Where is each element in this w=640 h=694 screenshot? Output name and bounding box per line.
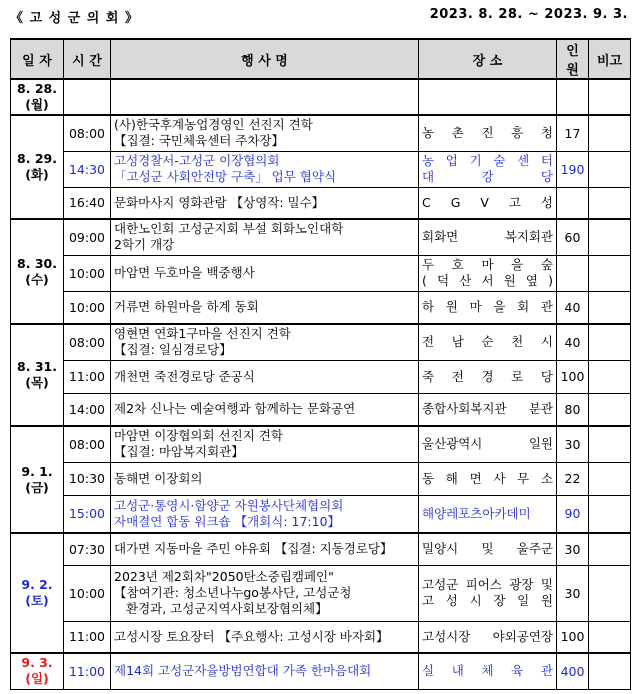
event-cell: 개천면 죽전경로당 준공식 [111,360,419,393]
place-cell: 실 내 체 육 관 [419,653,557,689]
place-cell: 죽 전 경 로 당 [419,360,557,393]
table-row [11,533,631,565]
time-cell: 10:00 [64,255,111,291]
date-cell: 9. 1. (금) [11,426,64,533]
place-cell: 회화면 복지회관 [419,219,557,255]
count-cell [557,187,589,219]
count-cell: 30 [557,565,589,621]
place-cell: 하 원 마 을 회 관 [419,291,557,324]
time-cell: 14:00 [64,393,111,426]
table-row [11,653,631,689]
event-cell: 거류면 하원마을 하계 동회 [111,291,419,324]
count-cell: 40 [557,324,589,360]
time-cell: 10:00 [64,291,111,324]
count-cell: 17 [557,115,589,151]
date-cell: 8. 29. (화) [11,115,64,219]
time-cell: 10:00 [64,565,111,621]
time-cell: 11:00 [64,621,111,653]
table-row [11,565,631,621]
place-cell: 농 업 기 술 센 터 대 강 당 [419,151,557,187]
table-row [11,462,631,495]
count-cell: 190 [557,151,589,187]
event-cell: 고성시장 토요장터 【주요행사: 고성시장 바자회】 [111,621,419,653]
place-cell: 고성시장 야외공연장 [419,621,557,653]
table-row [11,219,631,255]
place-cell: C G V 고 성 [419,187,557,219]
place-cell: 밀양시 및 울주군 [419,533,557,565]
time-cell: 09:00 [64,219,111,255]
table-row [11,187,631,219]
time-cell: 08:00 [64,324,111,360]
date-cell: 9. 2. (토) [11,533,64,653]
count-cell: 60 [557,219,589,255]
place-cell: 동 해 면 사 무 소 [419,462,557,495]
col-header-note: 비고 [589,39,631,79]
time-cell: 08:00 [64,115,111,151]
count-cell: 30 [557,533,589,565]
table-row [11,426,631,462]
date-cell: 8. 28. (월) [11,79,64,115]
time-cell: 16:40 [64,187,111,219]
event-cell: 2023년 제2회차"2050탄소중립캠페인" 【참여기관: 청소년나누go봉사단, 고성군청 환경과, 고성군지역사회보장협의체】 [111,565,419,621]
count-cell: 40 [557,291,589,324]
table-row [11,495,631,533]
table-row [11,291,631,324]
count-cell: 30 [557,426,589,462]
count-cell: 100 [557,621,589,653]
table-row [11,621,631,653]
time-cell: 07:30 [64,533,111,565]
time-cell: 15:00 [64,495,111,533]
event-cell: 문화마사지 영화관람 【상영작: 밀수】 [111,187,419,219]
date-cell: 8. 30. (수) [11,219,64,324]
time-cell: 11:00 [64,653,111,689]
col-header-count: 인원 [557,39,589,79]
count-cell: 22 [557,462,589,495]
date-cell: 8. 31. (목) [11,324,64,426]
place-cell: 울산광역시 일원 [419,426,557,462]
table-row [11,393,631,426]
place-cell: 농 촌 진 흥 청 [419,115,557,151]
count-cell: 80 [557,393,589,426]
schedule-header [0,0,640,32]
event-cell: 고성경찰서-고성군 이장협의회 「고성군 사회안전망 구축」 업무 협약식 [111,151,419,187]
col-header-event: 행 사 명 [111,39,419,79]
count-cell: 400 [557,653,589,689]
count-cell: 100 [557,360,589,393]
schedule-period: 2023. 8. 28. ~ 2023. 9. 3. [429,7,628,22]
table-row [11,324,631,360]
time-cell: 10:30 [64,462,111,495]
event-cell: 제2차 신나는 예술여행과 함께하는 문화공연 [111,393,419,426]
event-cell: 마암면 두호마을 백중행사 [111,255,419,291]
time-cell: 08:00 [64,426,111,462]
place-cell: 두 호 마 을 숲 ( 덕 산 서 원 옆 ) [419,255,557,291]
event-cell: 대가면 지동마을 주민 야유회 【집결: 지동경로당】 [111,533,419,565]
table-row [11,79,631,115]
event-cell: 고성군·통영시·함양군 자원봉사단체협의회 자매결연 합동 워크숍 【개회식: 17:10】 [111,495,419,533]
table-row [11,255,631,291]
event-cell: 영현면 연화1구마을 선진지 견학 【집결: 일심경로당】 [111,324,419,360]
col-header-time: 시 간 [64,39,111,79]
event-cell: 동해면 이장회의 [111,462,419,495]
count-cell [557,255,589,291]
place-cell: 전 남 순 천 시 [419,324,557,360]
organization-title: 《 고 성 군 의 회 》 [10,11,139,26]
col-header-date: 일 자 [11,39,64,79]
time-cell: 11:00 [64,360,111,393]
place-cell: 고성군 피어스 광장 및 고 성 시 장 일 원 [419,565,557,621]
time-cell: 14:30 [64,151,111,187]
place-cell: 해양레포츠아카데미 [419,495,557,533]
col-header-place: 장 소 [419,39,557,79]
event-cell: (사)한국후계농업경영인 선진지 견학 【집결: 국민체육센터 주차장】 [111,115,419,151]
event-cell: 마암면 이장협의회 선진지 견학 【집결: 마암복지회관】 [111,426,419,462]
table-header-row [11,39,631,79]
date-cell: 9. 3. (일) [11,653,64,689]
table-row [11,115,631,151]
place-cell: 종합사회복지관 분관 [419,393,557,426]
table-row [11,360,631,393]
event-cell: 대한노인회 고성군지회 부설 회화노인대학 2학기 개강 [111,219,419,255]
event-cell: 제14회 고성군자율방범연합대 가족 한마음대회 [111,653,419,689]
weekly-schedule-table [10,38,631,690]
table-row [11,151,631,187]
count-cell: 90 [557,495,589,533]
